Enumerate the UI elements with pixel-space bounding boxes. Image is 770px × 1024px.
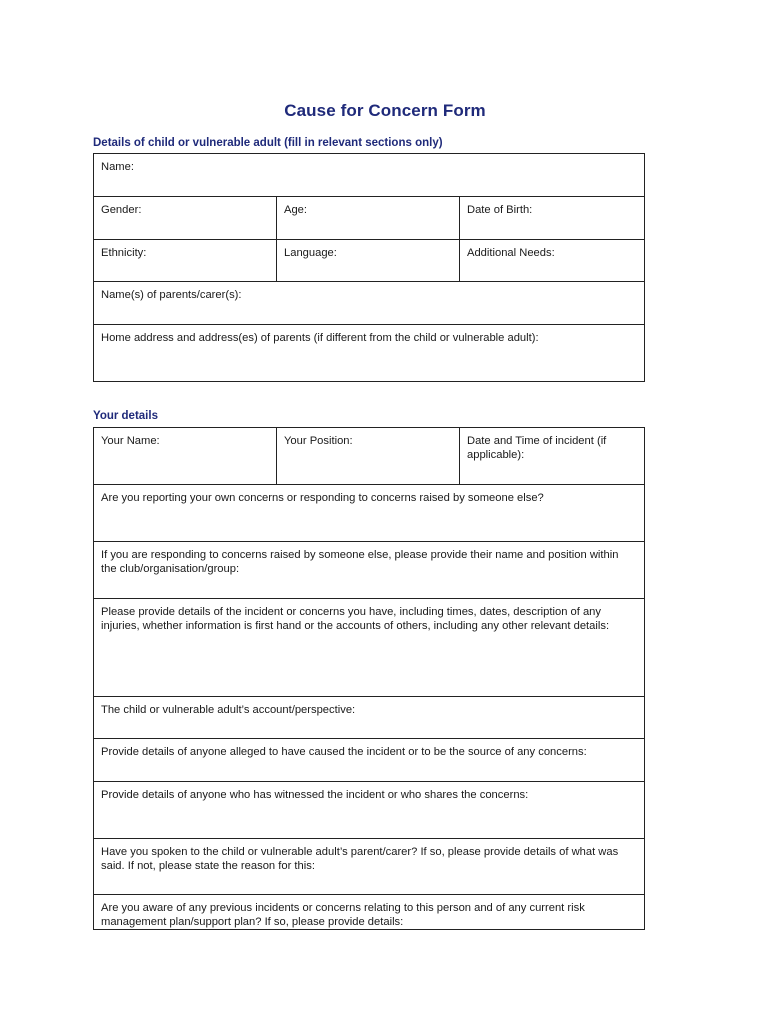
address-label: Home address and address(es) of parents (if different from the child or vulnerable adult): — [101, 332, 539, 344]
responding-label: If you are responding to concerns raised by someone else, please provide their name and position within the club/organisation/group: — [101, 549, 619, 575]
own-concerns-field[interactable] — [94, 485, 645, 542]
your-details-table — [93, 427, 645, 930]
additional-needs-field[interactable] — [460, 240, 645, 282]
language-field[interactable] — [277, 240, 460, 282]
incident-details-label: Please provide details of the incident or concerns you have, including times, dates, description of any injuries, whether information is first hand or the accounts of others, including any other relevant details: — [101, 606, 610, 632]
gender-field[interactable] — [94, 197, 277, 240]
dob-label: Date of Birth: — [467, 204, 533, 216]
spoken-field[interactable] — [94, 839, 645, 895]
own-concerns-label: Are you reporting your own concerns or responding to concerns raised by someone else? — [101, 492, 544, 504]
responding-field[interactable] — [94, 542, 645, 599]
ethnicity-label: Ethnicity: — [101, 247, 147, 259]
parents-label: Name(s) of parents/carer(s): — [101, 289, 242, 301]
previous-label: Are you aware of any previous incidents or concerns relating to this person and of any current risk management plan/support plan? If so, please provide details: — [101, 902, 585, 928]
child-name-label: Name: — [101, 161, 134, 173]
account-label: The child or vulnerable adult’s account/perspective: — [101, 704, 356, 716]
incident-details-field[interactable] — [94, 599, 645, 697]
incident-date-label: Date and Time of incident (if applicable): — [467, 435, 607, 461]
age-label: Age: — [284, 204, 308, 216]
ethnicity-field[interactable] — [94, 240, 277, 282]
age-field[interactable] — [277, 197, 460, 240]
dob-field[interactable] — [460, 197, 645, 240]
language-label: Language: — [284, 247, 337, 259]
additional-needs-label: Additional Needs: — [467, 247, 555, 259]
account-field[interactable] — [94, 697, 645, 739]
alleged-field[interactable] — [94, 739, 645, 782]
your-position-field[interactable] — [277, 428, 460, 485]
previous-field[interactable] — [94, 895, 645, 930]
page-title: Cause for Concern Form — [284, 101, 486, 120]
child-name-field[interactable] — [94, 154, 645, 197]
witnessed-label: Provide details of anyone who has witnessed the incident or who shares the concerns: — [101, 789, 529, 801]
your-details-heading: Your details — [93, 410, 158, 422]
child-details-heading: Details of child or vulnerable adult (fill in relevant sections only) — [93, 137, 443, 149]
your-position-label: Your Position: — [284, 435, 353, 447]
witnessed-field[interactable] — [94, 782, 645, 839]
gender-label: Gender: — [101, 204, 142, 216]
parents-field[interactable] — [94, 282, 645, 325]
your-name-field[interactable] — [94, 428, 277, 485]
incident-date-field[interactable] — [460, 428, 645, 485]
your-name-label: Your Name: — [101, 435, 160, 447]
alleged-label: Provide details of anyone alleged to have caused the incident or to be the source of any concerns: — [101, 746, 587, 758]
spoken-label: Have you spoken to the child or vulnerable adult’s parent/carer? If so, please provide details of what was said. If not, please state the reason for this: — [101, 846, 619, 872]
address-field[interactable] — [94, 325, 645, 382]
child-details-table — [93, 153, 645, 382]
